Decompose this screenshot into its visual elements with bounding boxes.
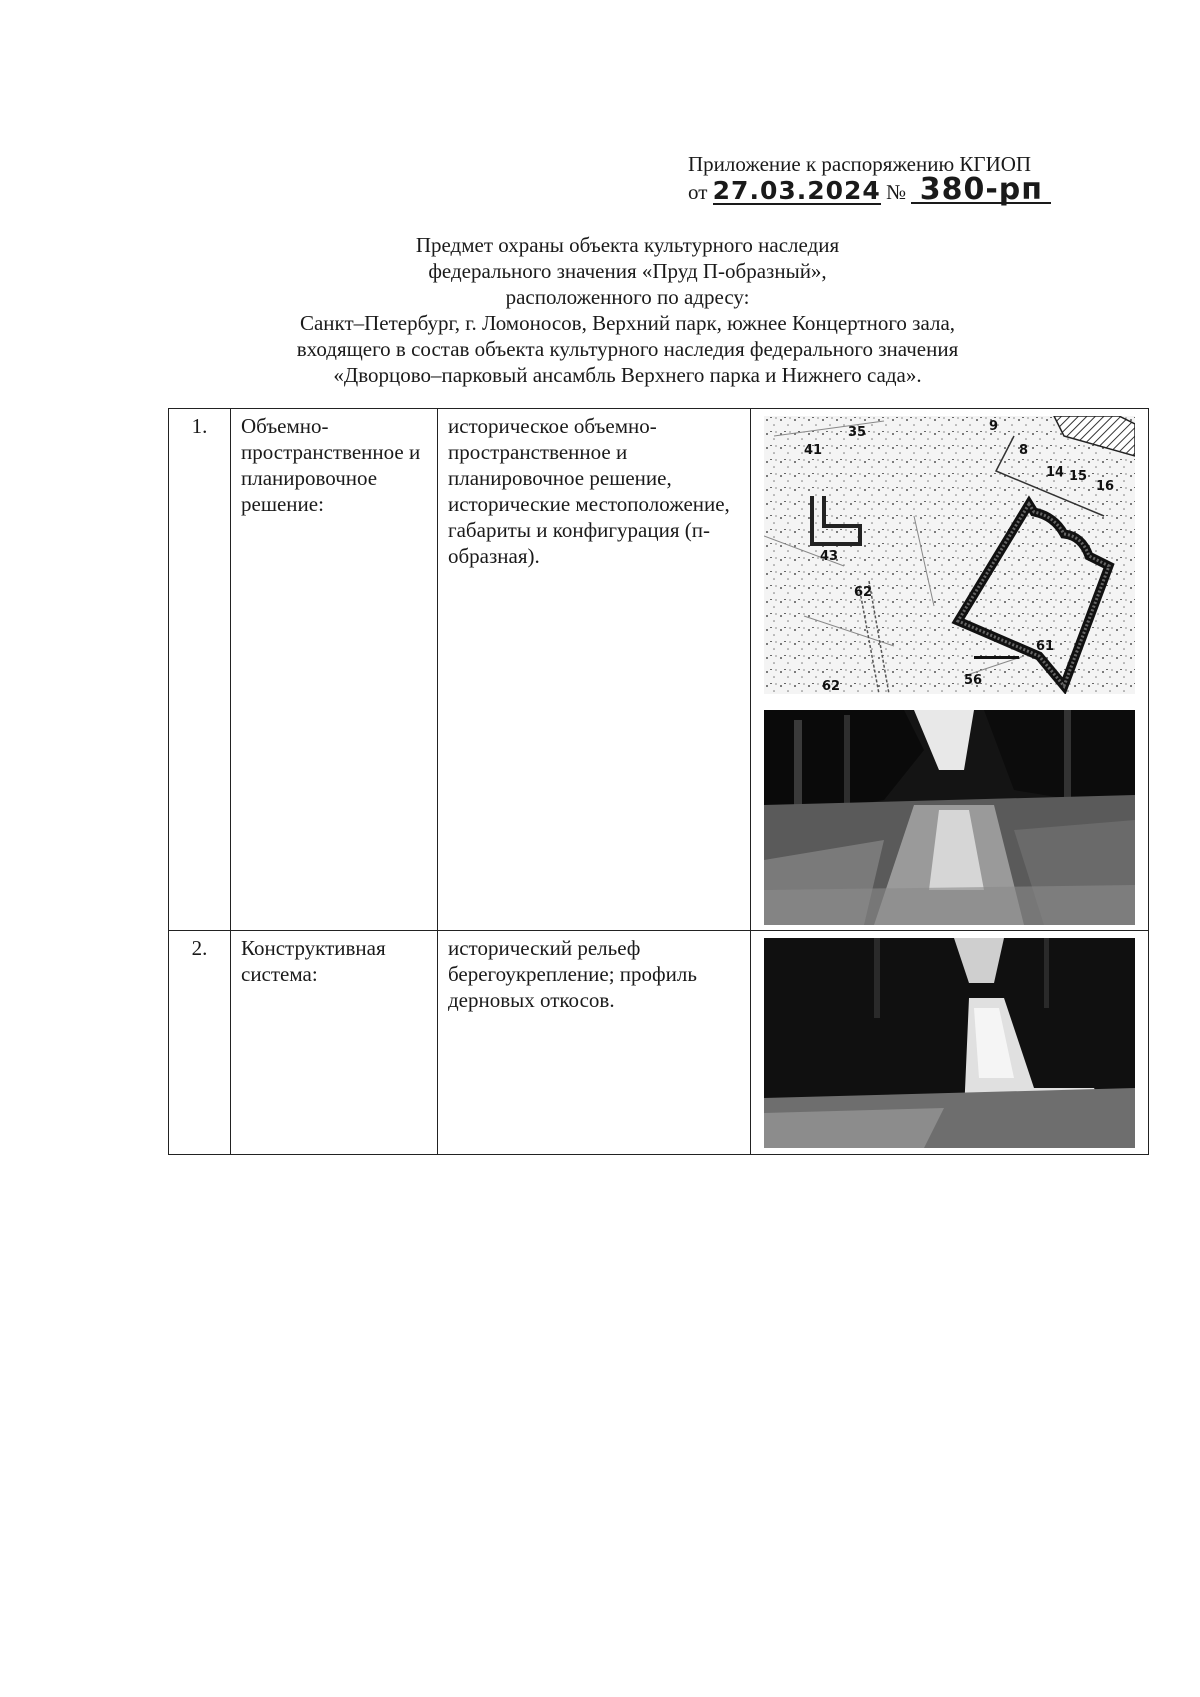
map-label: 62 (822, 679, 841, 694)
title-line: федерального значения «Пруд П-образный», (428, 259, 827, 283)
protection-subject-table (168, 408, 1149, 1155)
row-images (751, 409, 1149, 931)
pond-photo (764, 710, 1135, 925)
map-label: 62 (854, 585, 873, 600)
annex-title: Приложение к распоряжению КГИОП (688, 152, 1032, 176)
annex-date: 27.03.2024 (712, 176, 881, 205)
row-number: 1. (169, 409, 231, 931)
map-label: 16 (1096, 479, 1115, 494)
title-line: расположенного по адресу: (505, 285, 750, 309)
map-label: 61 (1036, 639, 1055, 654)
table-row (169, 931, 1149, 1155)
row-category: Объемно-пространственное и планировочное решение: (231, 409, 438, 931)
annex-number: 380-рп (911, 178, 1051, 204)
table-row (169, 409, 1149, 931)
pond-bank-photo (764, 938, 1135, 1148)
map-label: 56 (964, 673, 983, 688)
title-line: Санкт–Петербург, г. Ломоносов, Верхний парк, южнее Концертного зала, (299, 311, 956, 335)
map-label: 41 (804, 443, 823, 458)
title-line: «Дворцово–парковый ансамбль Верхнего парка и Нижнего сада». (333, 363, 922, 387)
row-description: исторический рельеф берегоукрепление; профиль дерновых откосов. (438, 931, 751, 1155)
title-line: входящего в состав объекта культурного наследия федерального значения (296, 337, 959, 361)
map-label: 43 (820, 549, 839, 564)
number-sign: № (886, 180, 907, 204)
title-line: Предмет охраны объекта культурного наследия (415, 233, 840, 257)
row-description: историческое объемно-пространственное и планировочное решение, исторические местоположение, габариты и конфигурация (п-образная). (438, 409, 751, 931)
map-label: 9 (989, 419, 999, 434)
map-label: 14 (1046, 465, 1065, 480)
annex-reference (688, 172, 1088, 207)
map-label: 15 (1069, 469, 1088, 484)
map-label: 8 (1019, 443, 1029, 458)
row-images (751, 931, 1149, 1155)
row-number: 2. (169, 931, 231, 1155)
annex-header (688, 150, 1088, 206)
map-label: 35 (848, 425, 867, 440)
site-plan-map (764, 416, 1135, 694)
document-title (160, 232, 1095, 388)
row-category: Конструктивная система: (231, 931, 438, 1155)
annex-prefix: от (688, 180, 708, 204)
